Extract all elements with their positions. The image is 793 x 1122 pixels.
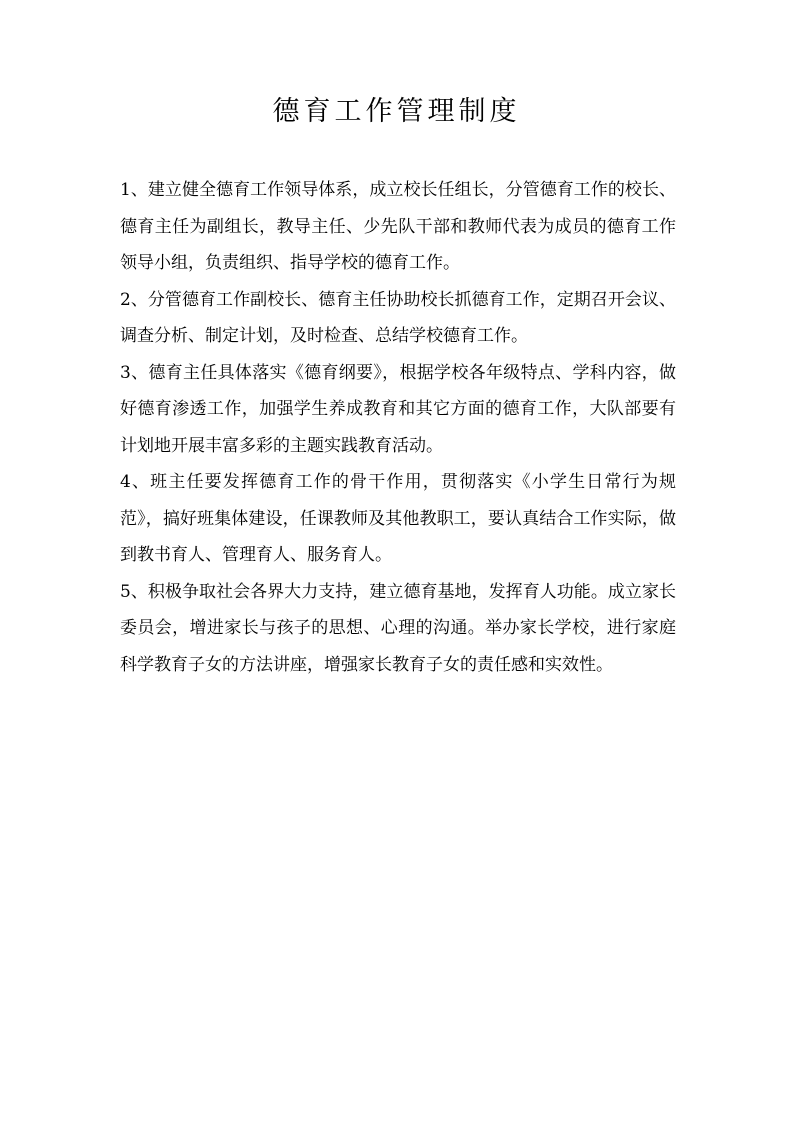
paragraph-4: 4、班主任要发挥德育工作的骨干作用，贯彻落实《小学生日常行为规范》，搞好班集体建设，任课教师及其他教职工，要认真结合工作实际，做到教书育人、管理育人、服务育人。: [120, 472, 676, 565]
document-body: [120, 172, 676, 683]
paragraph-3: 3、德育主任具体落实《德育纲要》，根据学校各年级特点、学科内容，做好德育渗透工作，加强学生养成教育和其它方面的德育工作，大队部要有计划地开展丰富多彩的主题实践教育活动。: [120, 362, 676, 456]
paragraph-2: 2、分管德育工作副校长、德育主任协助校长抓德育工作，定期召开会议、调查分析、制定计划，及时检查、总结学校德育工作。: [120, 289, 676, 346]
paragraph-1: 1、建立健全德育工作领导体系，成立校长任组长，分管德育工作的校长、德育主任为副组长，教导主任、少先队干部和教师代表为成员的德育工作领导小组，负责组织、指导学校的德育工作。: [120, 180, 676, 273]
paragraph-5: 5、积极争取社会各界大力支持，建立德育基地，发挥育人功能。成立家长委员会，增进家长与孩子的思想、心理的沟通。举办家长学校，进行家庭科学教育子女的方法讲座，增强家长教育子女的责任感和实效性。: [120, 581, 676, 675]
document-title: 德育工作管理制度: [272, 96, 521, 127]
